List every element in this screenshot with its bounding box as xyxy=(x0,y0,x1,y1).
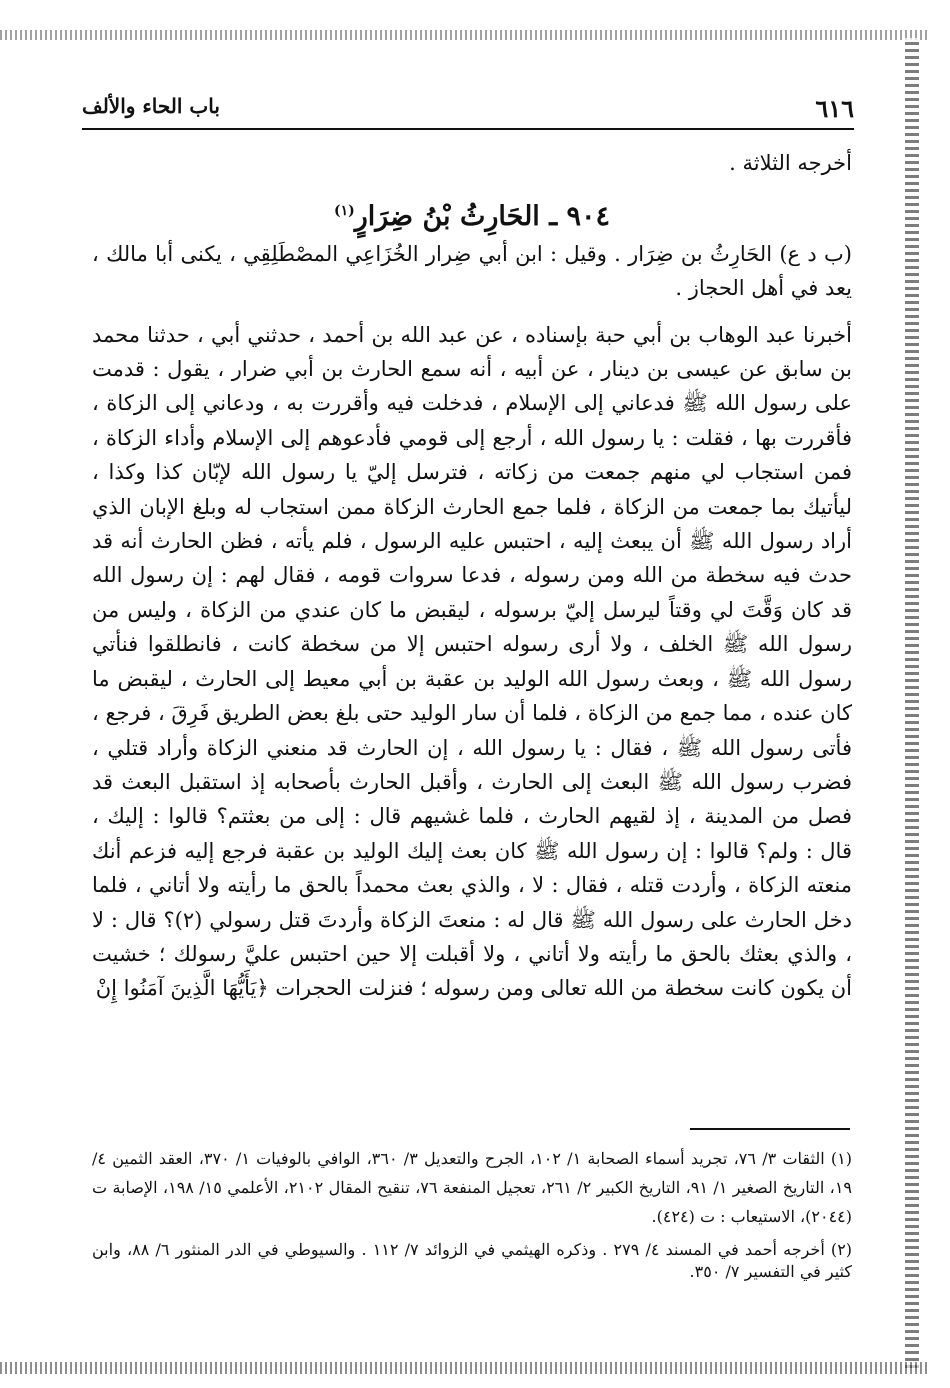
page-number: ٦١٦ xyxy=(815,94,854,123)
footnotes xyxy=(92,1144,852,1283)
entry-intro: (ب د ع) الحَارِثُ بن ضِرَار . وقيل : ابن أبي ضِرار الخُزَاعِي المصْطَلِقِي ، يكنى أبا مالك ، يعد في أهل الحجاز . xyxy=(92,241,852,301)
right-ornamental-border xyxy=(905,38,919,1368)
entry-body: أخبرنا عبد الوهاب بن أبي حبة بإسناده ، عن عبد الله بن أحمد ، حدثني أبي ، حدثنا محمد بن سابق عن عيسى بن دينار ، عن أبيه ، أنه سمع الحارث بن أبي ضرار ، يقول : قدمت على رسول الله ﷺ فدعاني إلى الإسلام ، فدخلت فيه وأقررت به ، ودعاني إلى الزكاة ، فأقررت بها ، فقلت : يا رسول الله ، أرجع إلى قومي فأدعوهم إلى الإسلام وأداء الزكاة ، فمن استجاب لي منهم جمعت من زكاته ، فترسل إليّ يا رسول الله لإبّان كذا وكذا ، ليأتيك بما جمعت من الزكاة ، فلما جمع الحارث الزكاة ممن استجاب له وبلغ الإبان الذي أراد رسول الله ﷺ أن يبعث إليه ، احتبس عليه الرسول ، فلم يأته ، فظن الحارث أنه قد حدث فيه سخطة من الله ومن رسوله ، فدعا سروات قومه ، فقال لهم : إن رسول الله قد كان وَقَّتَ لي وقتاً ليرسل إليّ برسوله ، ليقبض ما كان عندي من الزكاة ، وليس من رسول الله ﷺ الخلف ، ولا أرى رسوله احتبس إلا من سخطة كانت ، فانطلقوا فنأتي رسول الله ﷺ ، وبعث رسول الله الوليد بن عقبة بن أبي معيط إلى الحارث ، ليقبض ما كان عنده ، مما جمع من الزكاة ، فلما أن سار الوليد حتى بلغ بعض الطريق فَرِقَ ، فرجع ، فأتى رسول الله ﷺ ، فقال : يا رسول الله ، إن الحارث قد منعني الزكاة وأراد قتلي ، فضرب رسول الله ﷺ البعث إلى الحارث ، وأقبل الحارث بأصحابه إذ استقبل البعث قد فصل من المدينة ، إذ لقيهم الحارث ، فلما غشيهم قال : إلى من بعثتم؟ قالوا : إليك ، قال : ولم؟ قالوا : إن رسول الله ﷺ كان بعث إليك الوليد بن عقبة فرجع إليه فزعم أنك منعته الزكاة ، وأردت قتله ، فقال : لا ، والذي بعث محمداً بالحق ما رأيته ولا أتاني ، فلما دخل الحارث على رسول الله ﷺ قال له : منعتَ الزكاة وأردتَ قتل رسولي (٢)؟ قال : لا ، والذي بعثك بالحق ما رأيته ولا أتاني ، ولا أقبلت إلا حين احتبس عليَّ رسولك ؛ خشيت أن يكون كانت سخطة من الله تعالى ومن رسوله ؛ فنزلت الحجرات ﴿يَأَيُّهَا الَّذِينَ آمَنُوا إِنْ xyxy=(92,322,852,1001)
footnote-ref-1: (١) xyxy=(333,203,355,220)
previous-entry-ending: أخرجه الثلاثة . xyxy=(729,151,852,175)
top-ornamental-border xyxy=(0,30,928,40)
entry-title xyxy=(92,194,852,234)
footnote-divider xyxy=(690,1128,850,1130)
page-header xyxy=(82,88,854,130)
footnote-1: (١) الثقات ٣/ ٧٦، تجريد أسماء الصحابة ١/ ١٠٢، الجرح والتعديل ٣/ ٣٦٠، الوافي بالوفيات ١/ ٣٧٠، العقد الثمين ٤/ ١٩، التاريخ الصغير ١/ ٩١، التاريخ الكبير ٢/ ٢٦١، تعجيل المنفعة ٧٦، تنقيح المقال ٢١٠٢، الأعلمي ١٥/ ١٩٨، الإصابة ت (٢٠٤٤)، الاستيعاب : ت (٤٢٤). xyxy=(92,1149,853,1226)
main-text xyxy=(92,146,852,1006)
footnote-2: (٢) أخرجه أحمد في المسند ٤/ ٢٧٩ . وذكره الهيثمي في الزوائد ٧/ ١١٢ . والسيوطي في الدر المنثور ٦/ ٨٨، وابن كثير في التفسير ٧/ ٣٥٠. xyxy=(92,1240,853,1281)
entry-title-text: ٩٠٤ ـ الحَارِثُ بْنُ ضِرَارٍ xyxy=(354,201,611,233)
chapter-title: باب الحاء والألف xyxy=(82,94,220,118)
bottom-ornamental-border xyxy=(0,1362,928,1374)
